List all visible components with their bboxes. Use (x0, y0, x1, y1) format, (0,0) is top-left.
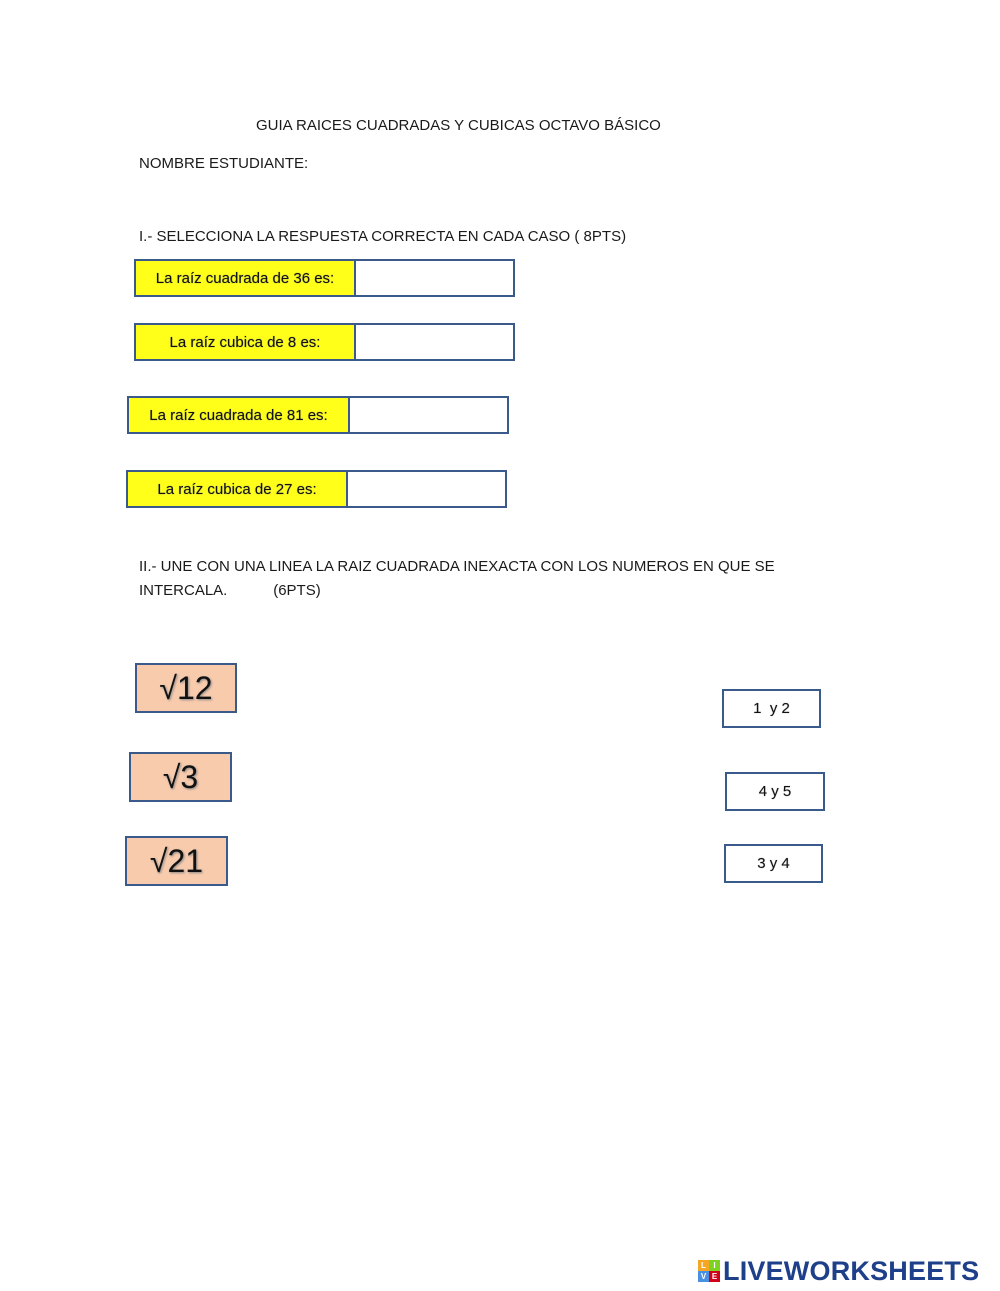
range-item-4-5[interactable]: 4 y 5 (725, 772, 825, 811)
question-label: La raíz cuadrada de 36 es: (134, 259, 354, 297)
liveworksheets-logo-icon (698, 1260, 720, 1282)
question-label: La raíz cuadrada de 81 es: (127, 396, 348, 434)
answer-input-2[interactable] (354, 323, 515, 361)
question-row-1 (134, 259, 515, 297)
logo-letter: V (698, 1271, 709, 1282)
logo-letter: E (709, 1271, 720, 1282)
liveworksheets-logo (698, 1254, 979, 1288)
question-row-3 (127, 396, 509, 434)
range-item-1-2[interactable]: 1 y 2 (722, 689, 821, 728)
section1-instruction: I.- SELECCIONA LA RESPUESTA CORRECTA EN CADA CASO ( 8PTS) (139, 228, 627, 245)
root-item-sqrt12[interactable]: √12 (135, 663, 237, 713)
section2-instruction-line1: II.- UNE CON UNA LINEA LA RAIZ CUADRADA INEXACTA CON LOS NUMEROS EN QUE SE (139, 558, 775, 575)
question-label: La raíz cubica de 27 es: (126, 470, 346, 508)
answer-input-4[interactable] (346, 470, 507, 508)
root-item-sqrt21[interactable]: √21 (125, 836, 228, 886)
question-row-4 (126, 470, 507, 508)
answer-input-3[interactable] (348, 396, 509, 434)
liveworksheets-brand-text: LIVEWORKSHEETS (723, 1255, 980, 1286)
question-row-2 (134, 323, 515, 361)
answer-input-1[interactable] (354, 259, 515, 297)
logo-letter: L (698, 1260, 709, 1271)
range-item-3-4[interactable]: 3 y 4 (724, 844, 823, 883)
student-name-label: NOMBRE ESTUDIANTE: (139, 155, 309, 172)
question-label: La raíz cubica de 8 es: (134, 323, 354, 361)
root-item-sqrt3[interactable]: √3 (129, 752, 232, 802)
page-title: GUIA RAICES CUADRADAS Y CUBICAS OCTAVO BÁSICO (256, 117, 661, 134)
section2-instruction-line2: INTERCALA. (6PTS) (139, 582, 321, 599)
logo-letter: I (709, 1260, 720, 1271)
